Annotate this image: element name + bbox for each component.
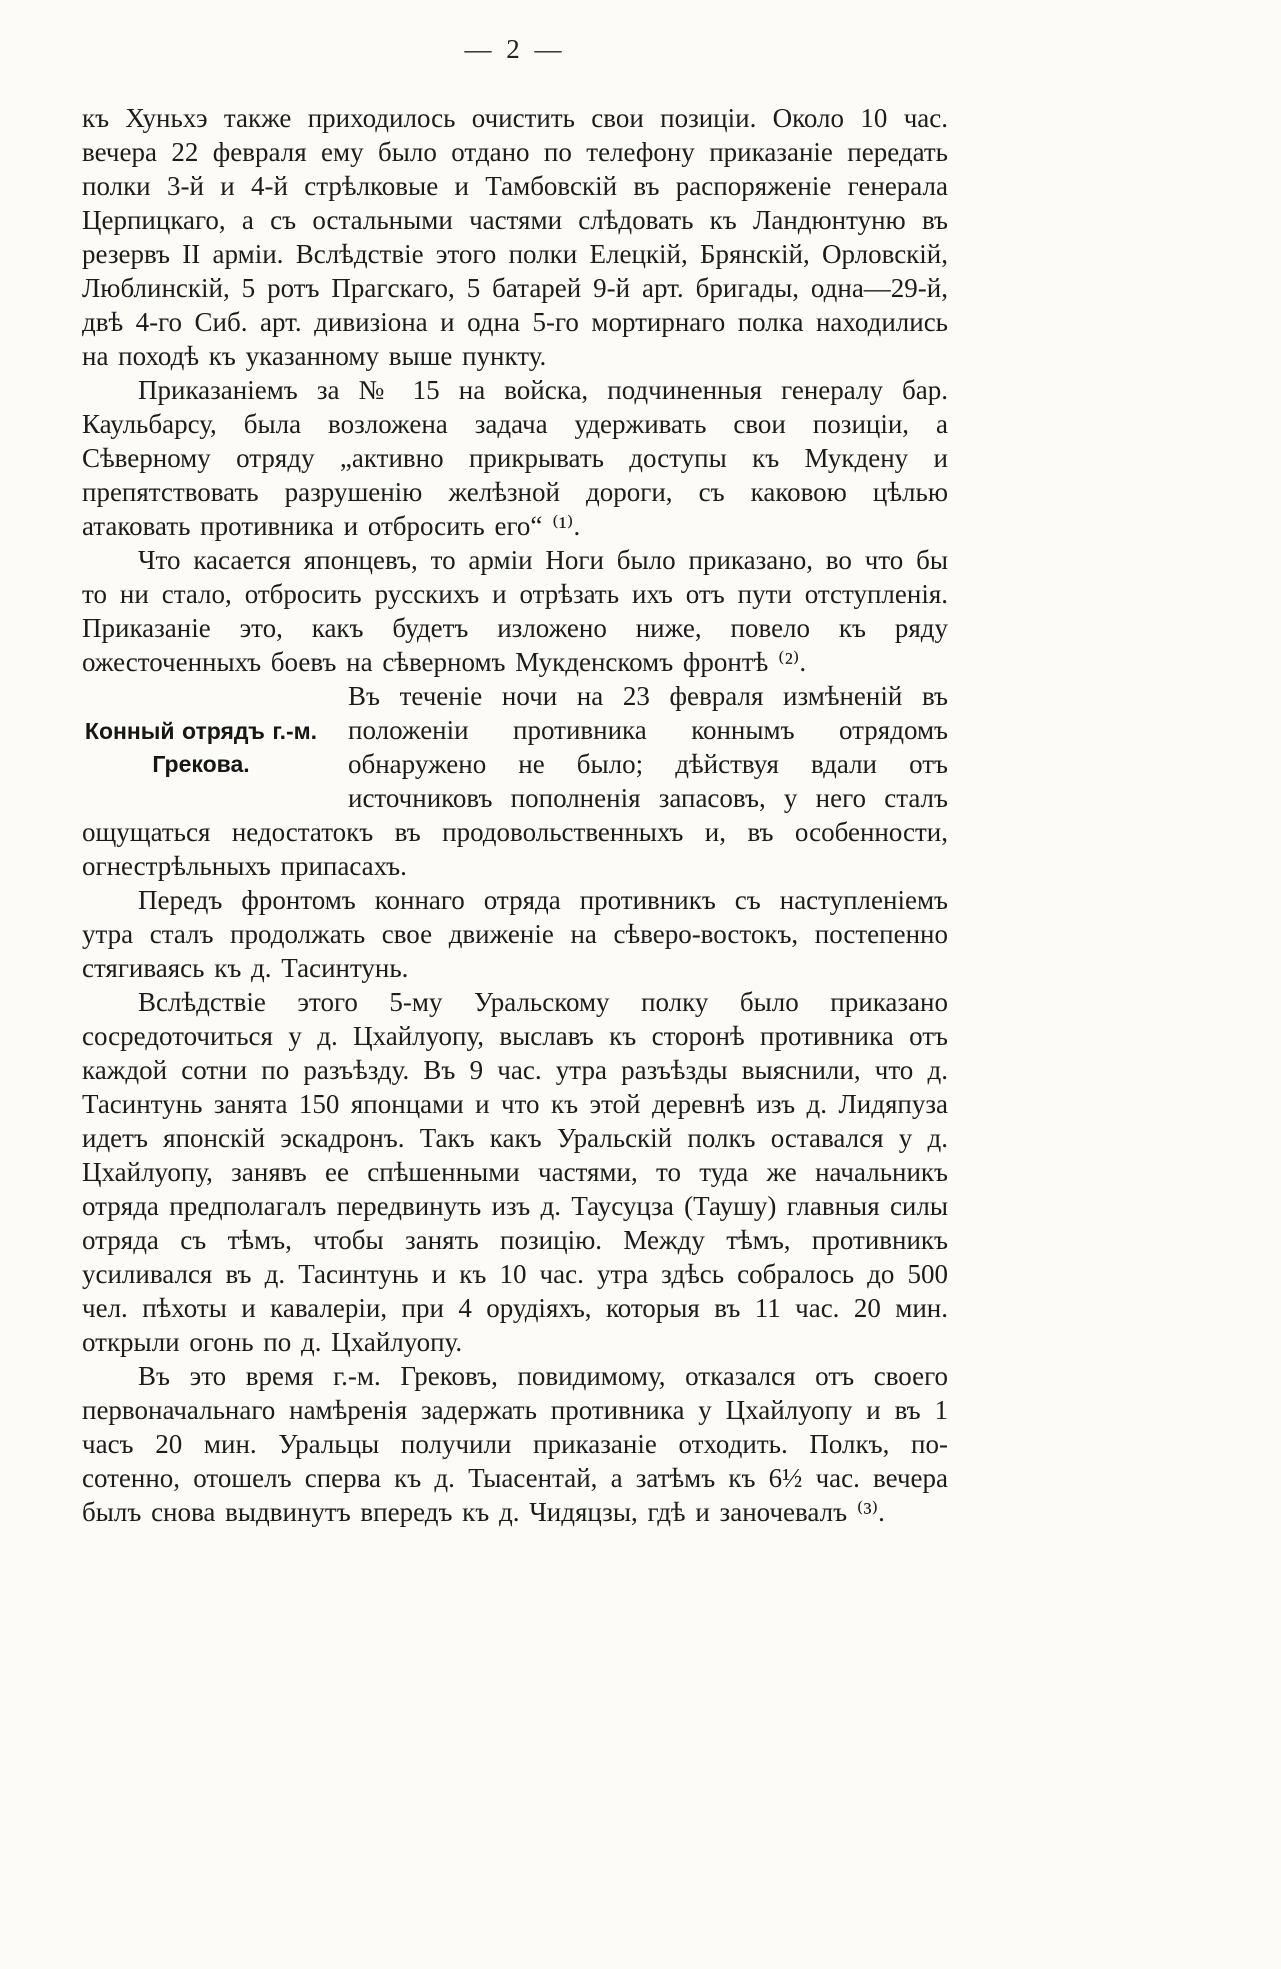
- paragraph-with-margin-note: [82, 679, 948, 883]
- paragraph-grekov-withdrawal: Въ это время г.-м. Грековъ, повидимому, отказался отъ своего первоначальнаго намѣренія задержать противника у Цхайлуопу и въ 1 часъ 20 мин. Уральцы получили приказаніе отходить. Полкъ, по-сотенно, отошелъ сперва къ д. Тыасентай, а затѣмъ къ 6½ час. вечера былъ снова выдвинутъ впередъ къ д. Чидяцзы, гдѣ и заночевалъ ⁽³⁾.: [82, 1361, 948, 1527]
- paragraph-night-23-february: Въ теченіе ночи на 23 февраля измѣненій въ положеніи противника коннымъ отрядомъ обнаружено не было; дѣйствуя вдали отъ источниковъ пополненія запасовъ, у него сталъ ощущаться недостатокъ въ продовольственныхъ и, въ особенности, огнестрѣльныхъ припасахъ.: [82, 681, 948, 881]
- paragraph-ural-regiment: Вслѣдствіе этого 5-му Уральскому полку было приказано сосредоточиться у д. Цхайлуопу, выславъ къ сторонѣ противника отъ каждой сотни по разъѣзду. Въ 9 час. утра разъѣзды выяснили, что д. Тасинтунь занята 150 японцами и что къ этой деревнѣ изъ д. Лидяпуза идетъ японскій эскадронъ. Такъ какъ Уральскій полкъ оставался у д. Цхайлуопу, занявъ ее спѣшенными частями, то туда же начальникъ отряда предполагалъ передвинуть изъ д. Таусуцза (Таушу) главныя силы отряда съ тѣмъ, чтобы занять позицію. Между тѣмъ, противникъ усиливался въ д. Тасинтунь и къ 10 час. утра здѣсь собралось до 500 чел. пѣхоты и кавалеріи, при 4 орудіяхъ, которыя въ 11 час. 20 мин. открыли огонь по д. Цхайлуопу.: [82, 987, 948, 1357]
- paragraph-enemy-movement: Передъ фронтомъ коннаго отряда противникъ съ наступленіемъ утра сталъ продолжать свое движеніе на сѣверо-востокъ, постепенно стягиваясь къ д. Тасинтунь.: [82, 885, 948, 983]
- paragraph-order-15: Приказаніемъ за № 15 на войска, подчиненныя генералу бар. Каульбарсу, была возложена задача удерживать свои позиціи, а Сѣверному отряду „активно прикрывать доступы къ Мукдену и препятствовать разрушенію желѣзной дороги, съ каковою цѣлью атаковать противника и отбросить его“ ⁽¹⁾.: [82, 375, 948, 541]
- text-block: [82, 101, 948, 1529]
- paragraph-japanese-orders: Что касается японцевъ, то арміи Ноги было приказано, во что бы то ни стало, отбросить русскихъ и отрѣзать ихъ отъ пути отступленія. Приказаніе это, какъ будетъ изложено ниже, повело къ ряду ожесточенныхъ боевъ на сѣверномъ Мукденскомъ фронтѣ ⁽²⁾.: [82, 545, 948, 677]
- page-number: — 2 —: [464, 34, 566, 64]
- margin-note-grekov-detachment: Конный отрядъ г.-м. Грекова.: [84, 718, 318, 777]
- paragraph-continuation: къ Хуньхэ также приходилось очистить свои позиціи. Около 10 час. вечера 22 февраля ему было отдано по телефону приказаніе передать полки 3-й и 4-й стрѣлковые и Тамбовскій въ распоряженіе генерала Церпицкаго, а съ остальными частями слѣдовать къ Ландюнтуню въ резервъ II арміи. Вслѣдствіе этого полки Елецкій, Брянскій, Орловскій, Люблинскій, 5 ротъ Прагскаго, 5 батарей 9-й арт. бригады, одна—29-й, двѣ 4-го Сиб. арт. дивизіона и одна 5-го мортирнаго полка находились на походѣ къ указанному выше пункту.: [82, 103, 948, 371]
